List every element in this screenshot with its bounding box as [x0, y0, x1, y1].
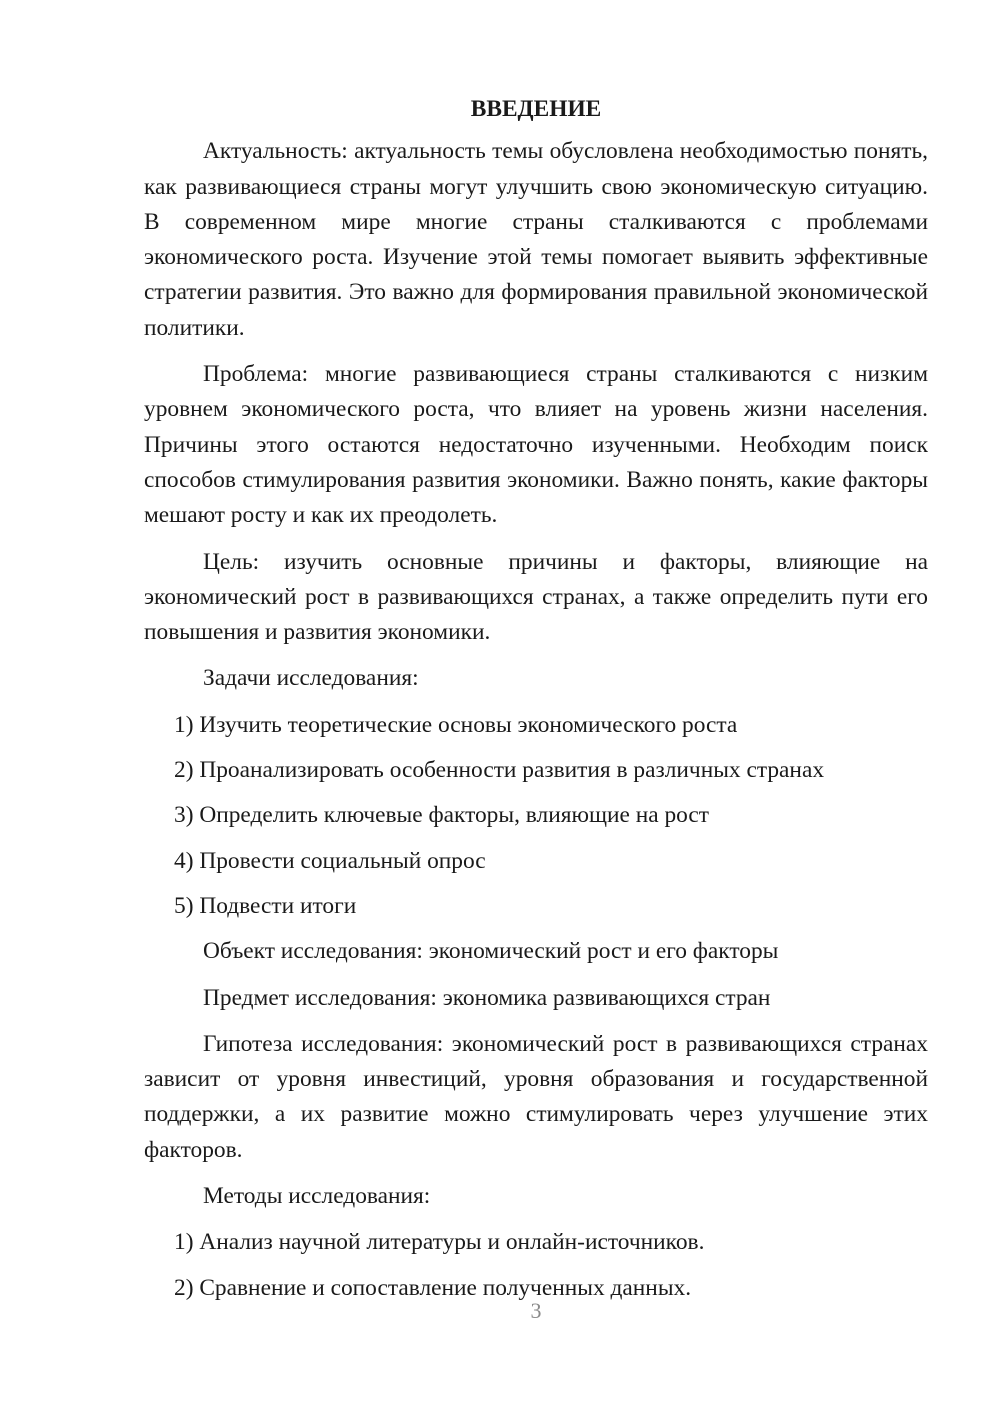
hypothesis-paragraph: Гипотеза исследования: экономический рост в развивающихся странах зависит от уровня инвестиций, уровня образования и государственной поддержки, а их развитие можно стимулировать через улучшение этих факторов. — [144, 1030, 928, 1163]
list-item: 2) Сравнение и сопоставление полученных данных. — [174, 1274, 692, 1301]
object-paragraph: Объект исследования: экономический рост и его факторы — [203, 938, 779, 965]
goal-paragraph: Цель: изучить основные причины и факторы, влияющие на экономический рост в развивающихся странах, а также определить пути его повышения и развития экономики. — [144, 548, 928, 646]
methods-list — [144, 1225, 928, 1306]
list-item: 4) Провести социальный опрос — [174, 847, 486, 874]
page-title: ВВЕДЕНИЕ — [470, 96, 602, 122]
tasks-title: Задачи исследования: — [203, 665, 419, 692]
relevance-paragraph: Актуальность: актуальность темы обусловлена необходимостью понять, как развивающиеся страны могут улучшить свою экономическую ситуацию. В современном мире многие страны сталкиваются с проблемами экономического роста. Изучение этой темы помогает выявить эффективные стратегии развития. Это важно для формирования правильной экономической политики. — [144, 138, 928, 341]
list-item: 1) Анализ научной литературы и онлайн-источников. — [174, 1229, 705, 1256]
page-content — [144, 92, 928, 1316]
list-item: 3) Определить ключевые факторы, влияющие на рост — [174, 802, 710, 829]
list-item: 5) Подвести итоги — [174, 892, 357, 919]
list-item: 1) Изучить теоретические основы экономического роста — [174, 711, 738, 738]
page-number: 3 — [530, 1298, 542, 1323]
methods-title: Методы исследования: — [203, 1183, 431, 1210]
list-item: 2) Проанализировать особенности развития в различных странах — [174, 757, 825, 784]
tasks-list — [144, 708, 928, 924]
subject-paragraph: Предмет исследования: экономика развивающихся стран — [203, 984, 771, 1011]
problem-paragraph: Проблема: многие развивающиеся страны сталкиваются с низким уровнем экономического роста, что влияет на уровень жизни населения. Причины этого остаются недостаточно изученными. Необходим поиск способов стимулирования развития экономики. Важно понять, какие факторы мешают росту и как их преодолеть. — [144, 361, 928, 529]
